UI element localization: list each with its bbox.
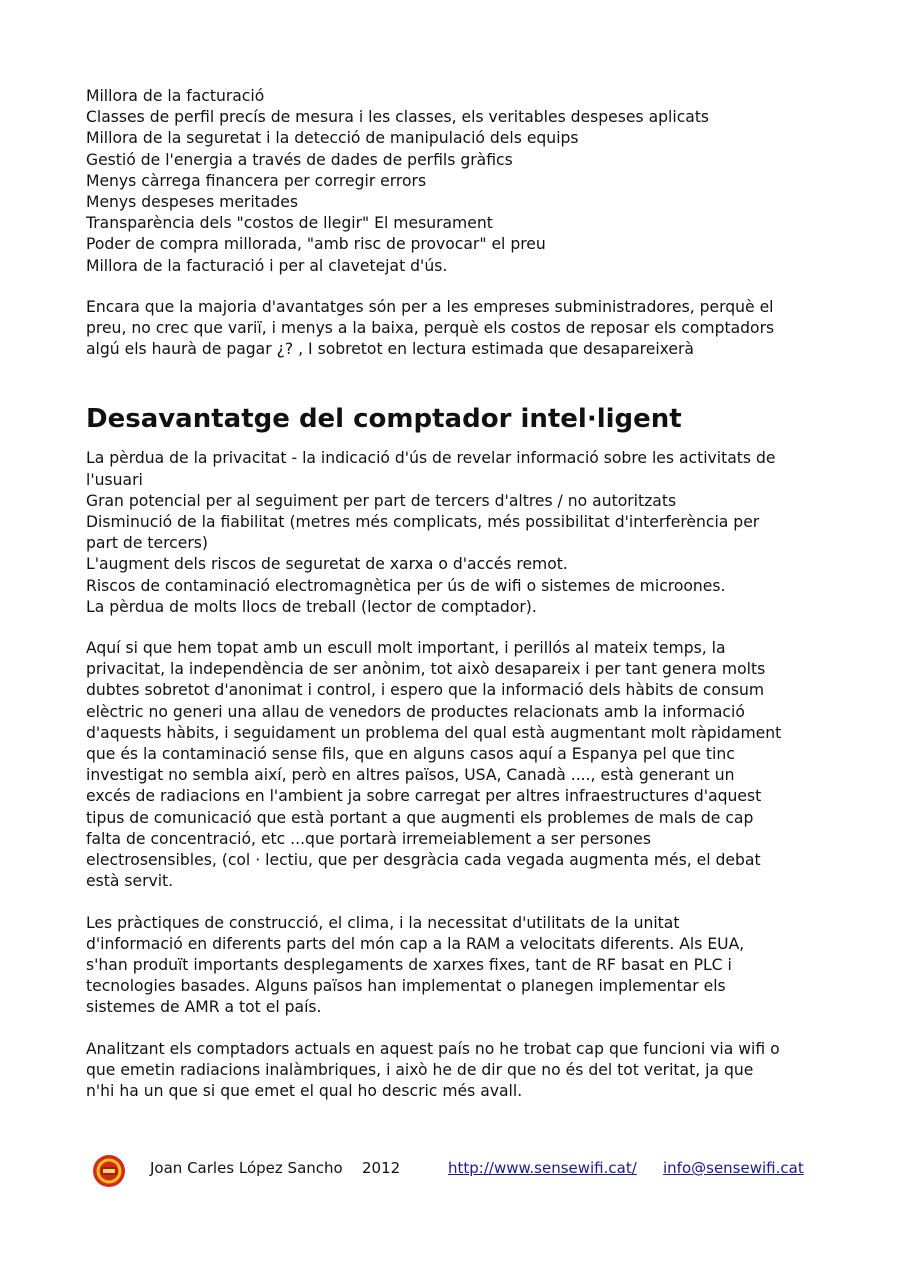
list-item: L'augment dels riscos de seguretat de xarxa o d'accés remot.	[86, 555, 568, 574]
list-item: Millora de la facturació	[86, 87, 265, 105]
list-item: Poder de compra millorada, "amb risc de provocar" el preu	[86, 235, 546, 254]
page-footer	[88, 1152, 828, 1192]
paragraph-line: falta de concentració, etc ...que portarà irremeiablement a ser persones	[86, 829, 651, 848]
drawbacks-list	[86, 448, 826, 618]
paragraph-line: privacitat, la independència de ser anònim, tot això desapareix i per tant genera molts	[86, 660, 766, 679]
paragraph-line: tecnologies basades. Alguns països han implementat o planegen implementar els	[86, 977, 726, 996]
practices-paragraph	[86, 913, 826, 1019]
list-item: Menys càrrega financera per corregir errors	[86, 171, 427, 190]
section-heading: Desavantatge del comptador intel·ligent	[86, 404, 682, 435]
paragraph-line: elèctric no generi una allau de venedors de productes relacionats amb la informació	[86, 702, 745, 721]
page-content	[86, 86, 826, 1102]
paragraph-line: tipus de comunicació que està portant a que augmenti els problemes de mals de cap	[86, 808, 754, 827]
paragraph-line: està servit.	[86, 872, 174, 891]
paragraph-line: electrosensibles, (col · lectiu, que per desgràcia cada vegada augmenta més, el debat	[86, 851, 761, 870]
list-item: Millora de la seguretat i la detecció de manipulació dels equips	[86, 129, 579, 148]
paragraph-line: Analitzant els comptadors actuals en aquest país no he trobat cap que funcioni via wifi o	[86, 1039, 780, 1058]
email-link[interactable]: info@sensewifi.cat	[663, 1159, 804, 1177]
list-item: Gran potencial per al seguiment per part de tercers d'altres / no autoritzats	[86, 491, 677, 510]
paragraph-line: n'hi ha un que si que emet el qual ho descric més avall.	[86, 1081, 523, 1100]
list-item: La pèrdua de la privacitat - la indicació d'ús de revelar informació sobre les activitats de	[86, 449, 776, 468]
list-item: Gestió de l'energia a través de dades de perfils gràfics	[86, 150, 513, 169]
list-item: Transparència dels "costos de llegir" El mesurament	[86, 214, 493, 233]
paragraph-line: Aquí si que hem topat amb un escull molt important, i perillós al mateix temps, la	[86, 639, 726, 658]
paragraph-line: sistemes de AMR a tot el país.	[86, 998, 322, 1017]
footer-author: Joan Carles López Sancho	[150, 1159, 343, 1177]
paragraph-line: investigat no sembla així, però en altres països, USA, Canadà ...., està generant un	[86, 766, 735, 785]
list-item: l'usuari	[86, 470, 143, 489]
list-item: Menys despeses meritades	[86, 193, 298, 212]
paragraph-line: dubtes sobretot d'anonimat i control, i espero que la informació dels hàbits de consum	[86, 681, 765, 700]
paragraph-line: excés de radiacions en l'ambient ja sobre carregat per altres infraestructures d'aquest	[86, 787, 762, 806]
analysis-paragraph	[86, 1039, 826, 1103]
paragraph-line: d'informació en diferents parts del món cap a la RAM a velocitats diferents. Als EUA,	[86, 934, 745, 953]
benefits-list	[86, 86, 826, 277]
footer-year: 2012	[362, 1159, 401, 1177]
paragraph-line: s'han produït importants desplegaments de xarxes fixes, tant de RF basat en PLC i	[86, 955, 732, 974]
red-circle-logo-icon	[92, 1154, 126, 1188]
list-item: Riscos de contaminació electromagnètica per ús de wifi o sistemes de microones.	[86, 576, 726, 595]
list-item: La pèrdua de molts llocs de treball (lector de comptador).	[86, 597, 537, 616]
list-item: Disminució de la fiabilitat (metres més complicats, més possibilitat d'interferència per	[86, 513, 760, 532]
paragraph-line: Les pràctiques de construcció, el clima, i la necessitat d'utilitats de la unitat	[86, 913, 680, 932]
website-link[interactable]: http://www.sensewifi.cat/	[448, 1159, 637, 1177]
paragraph-line: d'aquests hàbits, i seguidament un problema del qual està augmentant molt ràpidament	[86, 723, 782, 742]
list-item: part de tercers)	[86, 534, 208, 553]
paragraph-line: que és la contaminació sense fils, que en alguns casos aquí a Espanya pel que tinc	[86, 745, 735, 764]
list-item: Millora de la facturació i per al clavetejat d'ús.	[86, 256, 448, 275]
paragraph-line: que emetin radiacions inalàmbriques, i això he de dir que no és del tot veritat, ja que	[86, 1060, 754, 1079]
paragraph-line: Encara que la majoria d'avantatges són per a les empreses subministradores, perquè el	[86, 297, 774, 316]
privacy-paragraph	[86, 638, 826, 892]
list-item: Classes de perfil precís de mesura i les classes, els veritables despeses aplicats	[86, 108, 710, 127]
benefits-paragraph	[86, 297, 826, 361]
paragraph-line: preu, no crec que variï, i menys a la baixa, perquè els costos de reposar els comptadors	[86, 319, 775, 338]
paragraph-line: algú els haurà de pagar ¿? , I sobretot en lectura estimada que desapareixerà	[86, 340, 694, 359]
